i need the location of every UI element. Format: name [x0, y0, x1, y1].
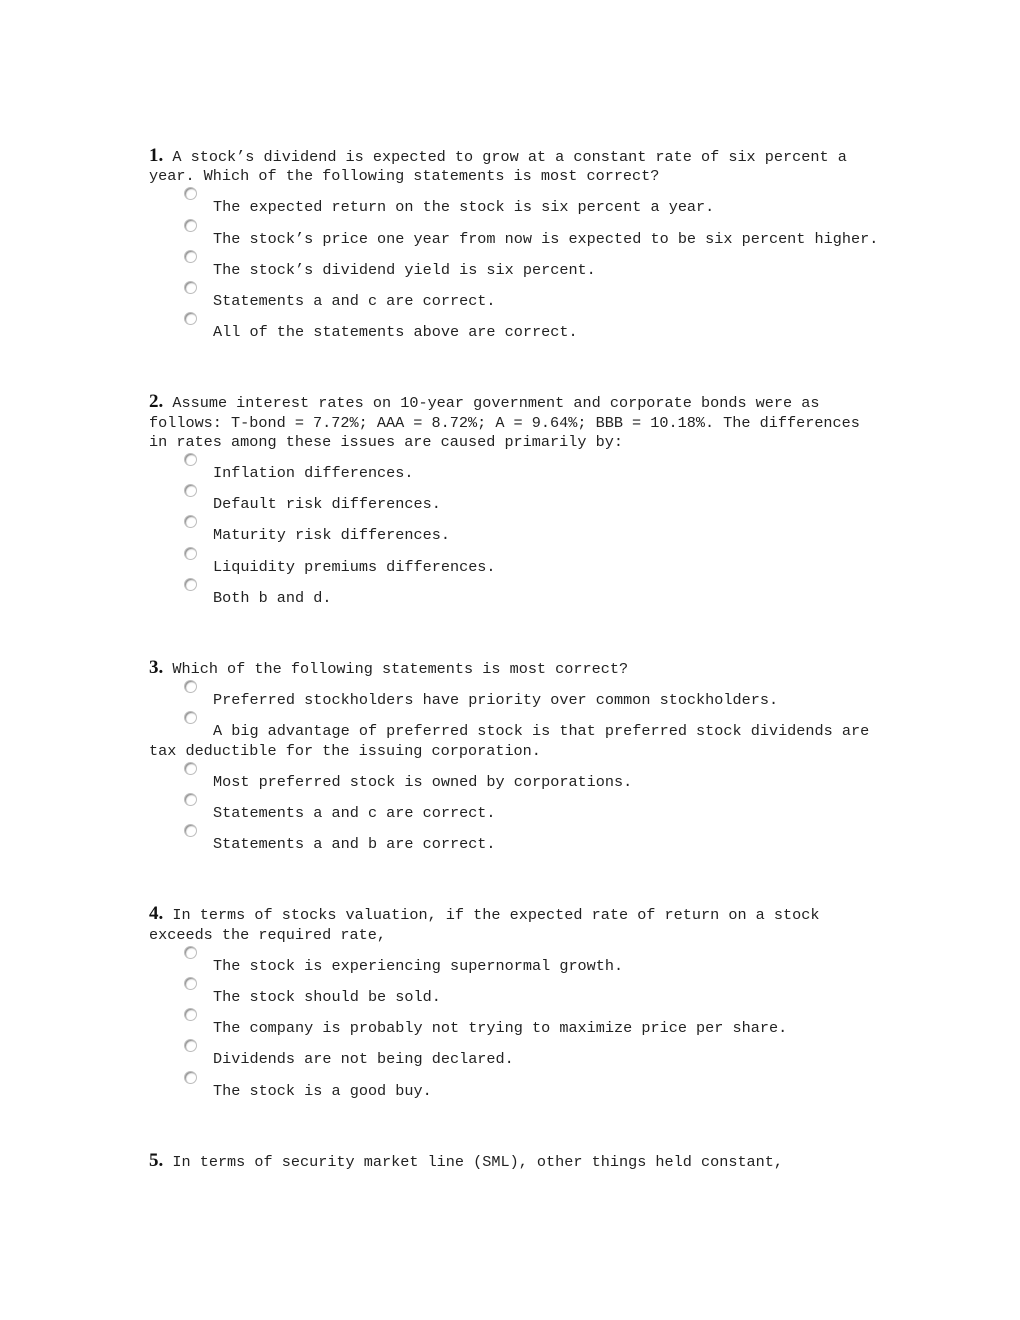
- answer-option[interactable]: [149, 804, 879, 823]
- question-3: [149, 658, 879, 854]
- radio-button[interactable]: [184, 793, 197, 806]
- question-prompt: In terms of security market line (SML), other things held constant,: [172, 1152, 784, 1171]
- radio-button[interactable]: [184, 1039, 197, 1052]
- radio-button[interactable]: [184, 824, 197, 837]
- answer-option[interactable]: [149, 691, 879, 710]
- radio-button[interactable]: [184, 219, 197, 232]
- radio-button[interactable]: [184, 762, 197, 775]
- question-number: 3.: [149, 657, 164, 679]
- answer-option[interactable]: [149, 722, 879, 760]
- radio-button[interactable]: [184, 281, 197, 294]
- question-2: [149, 392, 879, 608]
- option-label: Most preferred stock is owned by corporations.: [213, 772, 633, 791]
- answer-option[interactable]: [149, 292, 879, 311]
- option-label: Statements a and b are correct.: [213, 835, 496, 854]
- answer-option[interactable]: [149, 1082, 879, 1101]
- radio-button[interactable]: [184, 977, 197, 990]
- answer-option[interactable]: [149, 261, 879, 280]
- option-label: The expected return on the stock is six percent a year.: [213, 198, 715, 217]
- radio-button[interactable]: [184, 680, 197, 693]
- question-4: [149, 904, 879, 1100]
- option-label: All of the statements above are correct.: [213, 323, 578, 342]
- quiz-document: [149, 146, 879, 1222]
- option-label: The stock’s dividend yield is six percent.: [213, 260, 596, 279]
- question-number: 1.: [149, 145, 164, 166]
- answer-option[interactable]: [149, 464, 879, 483]
- radio-button[interactable]: [184, 312, 197, 325]
- radio-button[interactable]: [184, 711, 197, 724]
- question-number: 5.: [149, 1149, 164, 1171]
- radio-button[interactable]: [184, 1008, 197, 1021]
- radio-button[interactable]: [184, 453, 197, 466]
- radio-button[interactable]: [184, 578, 197, 591]
- question-prompt: A stock’s dividend is expected to grow at a constant rate of six percent a year. Which of the following statements is most correct?: [149, 148, 847, 186]
- radio-button[interactable]: [184, 187, 197, 200]
- radio-button[interactable]: [184, 1071, 197, 1084]
- answer-option[interactable]: [149, 835, 879, 854]
- answer-option[interactable]: [149, 589, 879, 608]
- option-label: A big advantage of preferred stock is that preferred stock dividends are tax deductible for the issuing corporation.: [149, 722, 870, 760]
- answer-option[interactable]: [149, 230, 879, 249]
- answer-option[interactable]: [149, 1019, 879, 1038]
- answer-option[interactable]: [149, 495, 879, 514]
- radio-button[interactable]: [184, 484, 197, 497]
- option-label: The stock’s price one year from now is expected to be six percent higher.: [213, 229, 879, 248]
- option-label: Inflation differences.: [213, 464, 414, 483]
- option-label: The company is probably not trying to maximize price per share.: [213, 1019, 788, 1038]
- radio-button[interactable]: [184, 515, 197, 528]
- option-label: Statements a and c are correct.: [213, 292, 496, 311]
- option-label: Both b and d.: [213, 588, 332, 607]
- answer-option[interactable]: [149, 957, 879, 976]
- question-prompt: Assume interest rates on 10-year government and corporate bonds were as follows: T-bond = 7.72%; AAA = 8.72%; A = 9.64%; BBB = 10.18%. The differences in rates among these issues are caused primarily by:: [149, 394, 860, 451]
- option-label: Liquidity premiums differences.: [213, 557, 496, 576]
- answer-option[interactable]: [149, 773, 879, 792]
- answer-option[interactable]: [149, 198, 879, 217]
- option-label: Maturity risk differences.: [213, 526, 450, 545]
- answer-option[interactable]: [149, 558, 879, 577]
- radio-button[interactable]: [184, 946, 197, 959]
- question-prompt: In terms of stocks valuation, if the expected rate of return on a stock exceeds the required rate,: [149, 906, 820, 944]
- option-label: The stock is experiencing supernormal growth.: [213, 956, 624, 975]
- option-label: The stock is a good buy.: [213, 1081, 432, 1100]
- answer-option[interactable]: [149, 526, 879, 545]
- radio-button[interactable]: [184, 547, 197, 560]
- answer-option[interactable]: [149, 988, 879, 1007]
- option-label: Preferred stockholders have priority over common stockholders.: [213, 691, 779, 710]
- option-label: Dividends are not being declared.: [213, 1050, 514, 1069]
- answer-option[interactable]: [149, 323, 879, 342]
- question-5: [149, 1151, 879, 1172]
- question-number: 2.: [149, 391, 164, 413]
- answer-option[interactable]: [149, 1050, 879, 1069]
- option-label: The stock should be sold.: [213, 988, 441, 1007]
- radio-button[interactable]: [184, 250, 197, 263]
- question-prompt: Which of the following statements is most correct?: [172, 660, 629, 679]
- option-label: Default risk differences.: [213, 495, 441, 514]
- question-number: 4.: [149, 903, 164, 925]
- option-label: Statements a and c are correct.: [213, 804, 496, 823]
- question-1: [149, 146, 879, 342]
